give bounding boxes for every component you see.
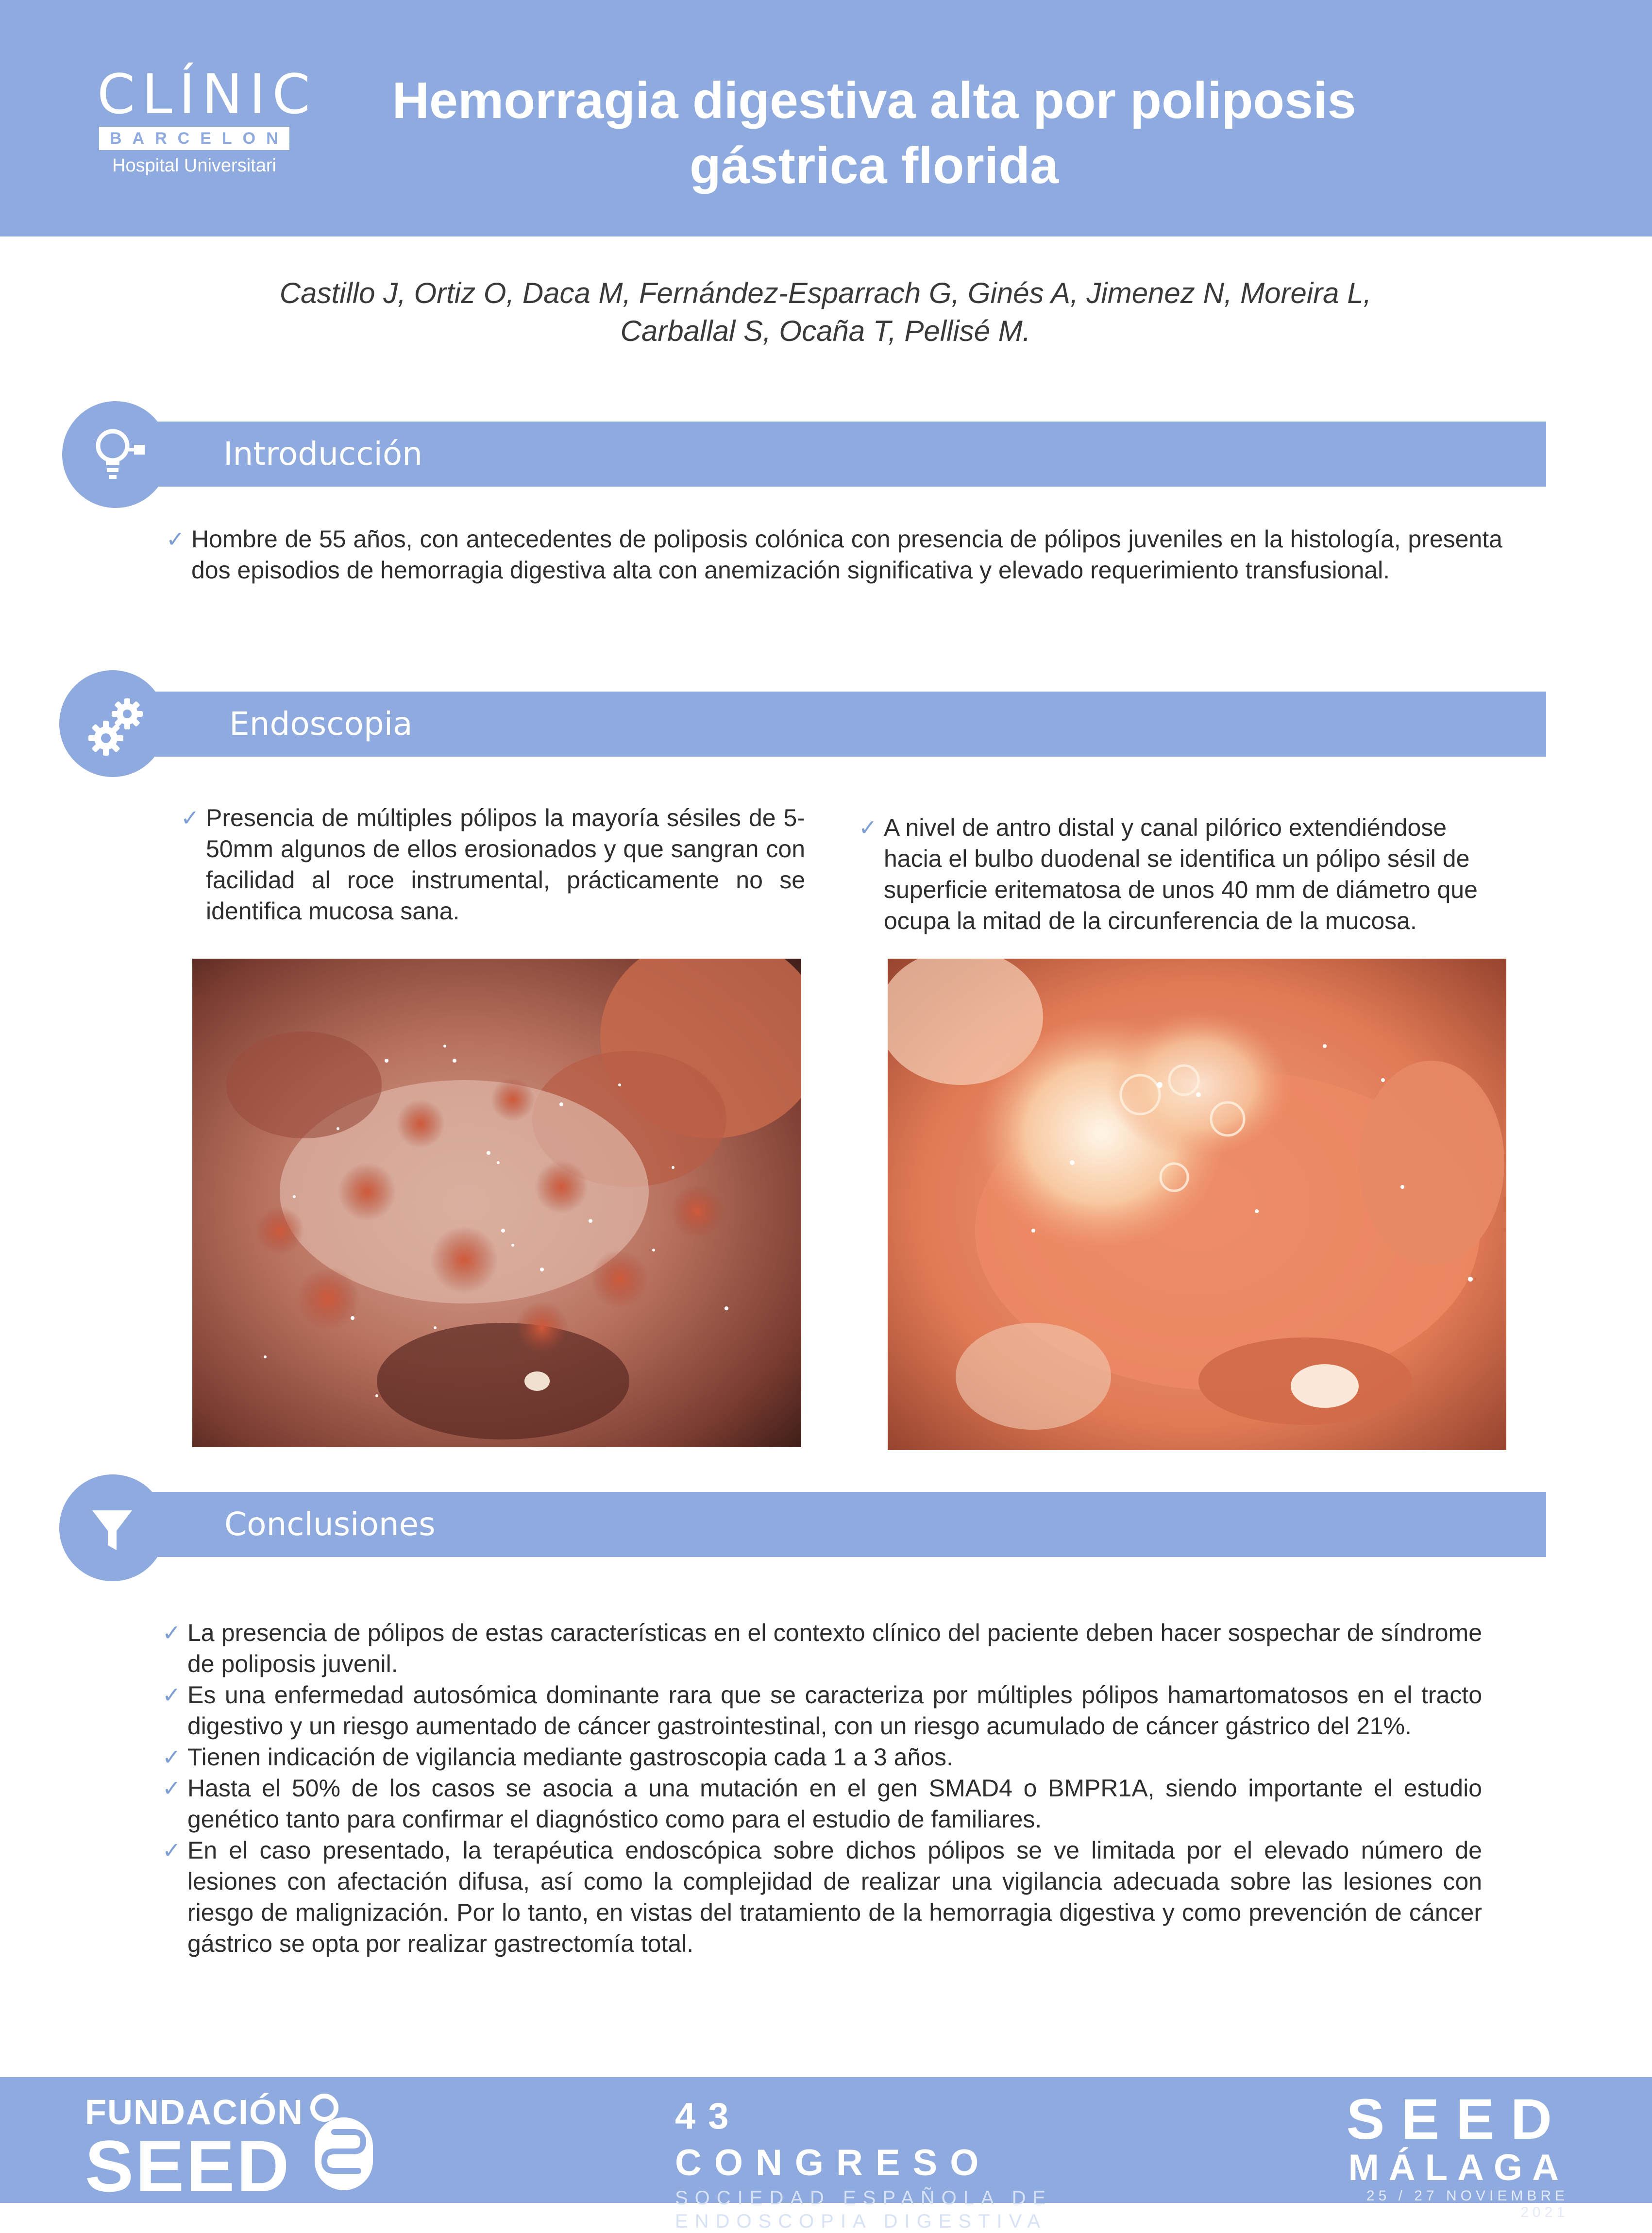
section-circle-endoscopy [59, 670, 166, 777]
dates-label: 25 / 27 NOVIEMBRE 2021 [1366, 2188, 1568, 2220]
congress-label [675, 2093, 1063, 2233]
intro-list [166, 524, 1502, 586]
authors-line-1: Castillo J, Ortiz O, Daca M, Fernández-Esparrach G, Ginés A, Jimenez N, Moreira L, [279, 277, 1372, 309]
check-icon: ✓ [181, 805, 200, 830]
conclusion-text-2: Es una enfermedad autosómica dominante rara que se caracteriza por múltiples pólipos hamartomatosos en el tracto digestivo y un riesgo aumentado de cáncer gastrointestinal, con un riesgo acumulado de cáncer gástrico del 21%. [187, 1681, 1482, 1740]
seed-digestive-icon [290, 2088, 388, 2195]
gears-icon [59, 670, 166, 777]
list-item [162, 1773, 1482, 1835]
fundacion-seed-logo [85, 2093, 303, 2207]
fundacion-seed-label: SEED [85, 2125, 291, 2207]
endoscopy-image-antral-polyp [888, 959, 1506, 1450]
endoscopy-left-text: Presencia de múltiples pólipos la mayoría sésiles de 5-50mm algunos de ellos erosionados y que sangran con facilidad al roce instrumental, prácticamente no se identifica mucosa sana. [206, 804, 805, 925]
authors-line-2: Carballal S, Ocaña T, Pellisé M. [620, 315, 1031, 347]
section-title-conclusions: Conclusiones [224, 1506, 436, 1543]
section-title-endoscopy: Endoscopia [229, 705, 413, 743]
seed-label: SEED [1346, 2087, 1568, 2151]
clinic-logo [97, 63, 317, 177]
check-icon: ✓ [162, 1838, 181, 1863]
list-item [859, 812, 1503, 936]
endoscopy-left-list [181, 802, 805, 927]
funnel-icon [59, 1474, 166, 1581]
authors [146, 274, 1505, 350]
congress-title: 43 CONGRESO [675, 2096, 992, 2183]
congress-society-2: ENDOSCOPIA DIGESTIVA [675, 2211, 1047, 2232]
logo-name: CLÍNIC [97, 63, 317, 126]
check-icon: ✓ [166, 526, 185, 552]
lightbulb-icon [62, 401, 169, 508]
check-icon: ✓ [162, 1620, 181, 1645]
conclusion-text-4: Hasta el 50% de los casos se asocia a una mutación en el gen SMAD4 o BMPR1A, siendo importante el estudio genético tanto para confirmar el diagnóstico como para el estudio de familiares. [187, 1775, 1482, 1833]
endoscopy-image-gastric-polyps [192, 959, 801, 1447]
list-item [162, 1617, 1482, 1679]
title-line-1: Hemorragia digestiva alta por poliposis [392, 72, 1356, 129]
city-label: MÁLAGA [1348, 2147, 1568, 2188]
endoscopy-right-text: A nivel de antro distal y canal pilórico extendiéndose hacia el bulbo duodenal se identifica un pólipo sésil de superficie eritematosa de unos 40 mm de diámetro que ocupa la mitad de la circunferencia de la mucosa. [884, 814, 1478, 934]
conclusion-text-1: La presencia de pólipos de estas características en el contexto clínico del paciente deben hacer sospechar de síndrome de poliposis juvenil. [187, 1619, 1482, 1677]
list-item [162, 1679, 1482, 1742]
fundacion-label: FUNDACIÓN [85, 2093, 303, 2132]
logo-subtitle: Hospital Universitari [112, 155, 276, 176]
conclusion-text-5: En el caso presentado, la terapéutica endoscópica sobre dichos pólipos se ve limitada por el elevado número de lesiones con afectación difusa, así como la complejidad de realizar una vigilancia adecuada sobre las lesiones con riesgo de malignización. Por lo tanto, en vistas del tratamiento de la hemorragia digestiva y como prevención de cáncer gástrico se opta por realizar gastrectomía total. [187, 1837, 1482, 1957]
list-item [162, 1835, 1482, 1959]
section-title-intro: Introducción [223, 435, 423, 473]
list-item [166, 524, 1502, 586]
list-item [162, 1742, 1482, 1773]
check-icon: ✓ [162, 1744, 181, 1770]
conclusion-text-3: Tienen indicación de vigilancia mediante gastroscopia cada 1 a 3 años. [187, 1743, 953, 1771]
section-circle-intro [62, 401, 169, 508]
logo-city: BARCELONA [99, 127, 289, 150]
conclusions-list [162, 1617, 1482, 1959]
title-line-2: gástrica florida [690, 137, 1059, 194]
seed-malaga-logo [1340, 2087, 1568, 2221]
section-circle-conclusions [59, 1474, 166, 1581]
check-icon: ✓ [859, 815, 877, 840]
congress-society: SOCIEDAD ESPAÑOLA DE [675, 2187, 1053, 2209]
poster-title [340, 68, 1408, 198]
endoscopy-right-list [859, 812, 1503, 936]
list-item [181, 802, 805, 927]
check-icon: ✓ [162, 1776, 181, 1801]
check-icon: ✓ [162, 1682, 181, 1708]
intro-bullet-text: Hombre de 55 años, con antecedentes de poliposis colónica con presencia de pólipos juveniles en la histología, presenta dos episodios de hemorragia digestiva alta con anemización significativa y elevado requerimiento transfusional. [191, 525, 1502, 584]
